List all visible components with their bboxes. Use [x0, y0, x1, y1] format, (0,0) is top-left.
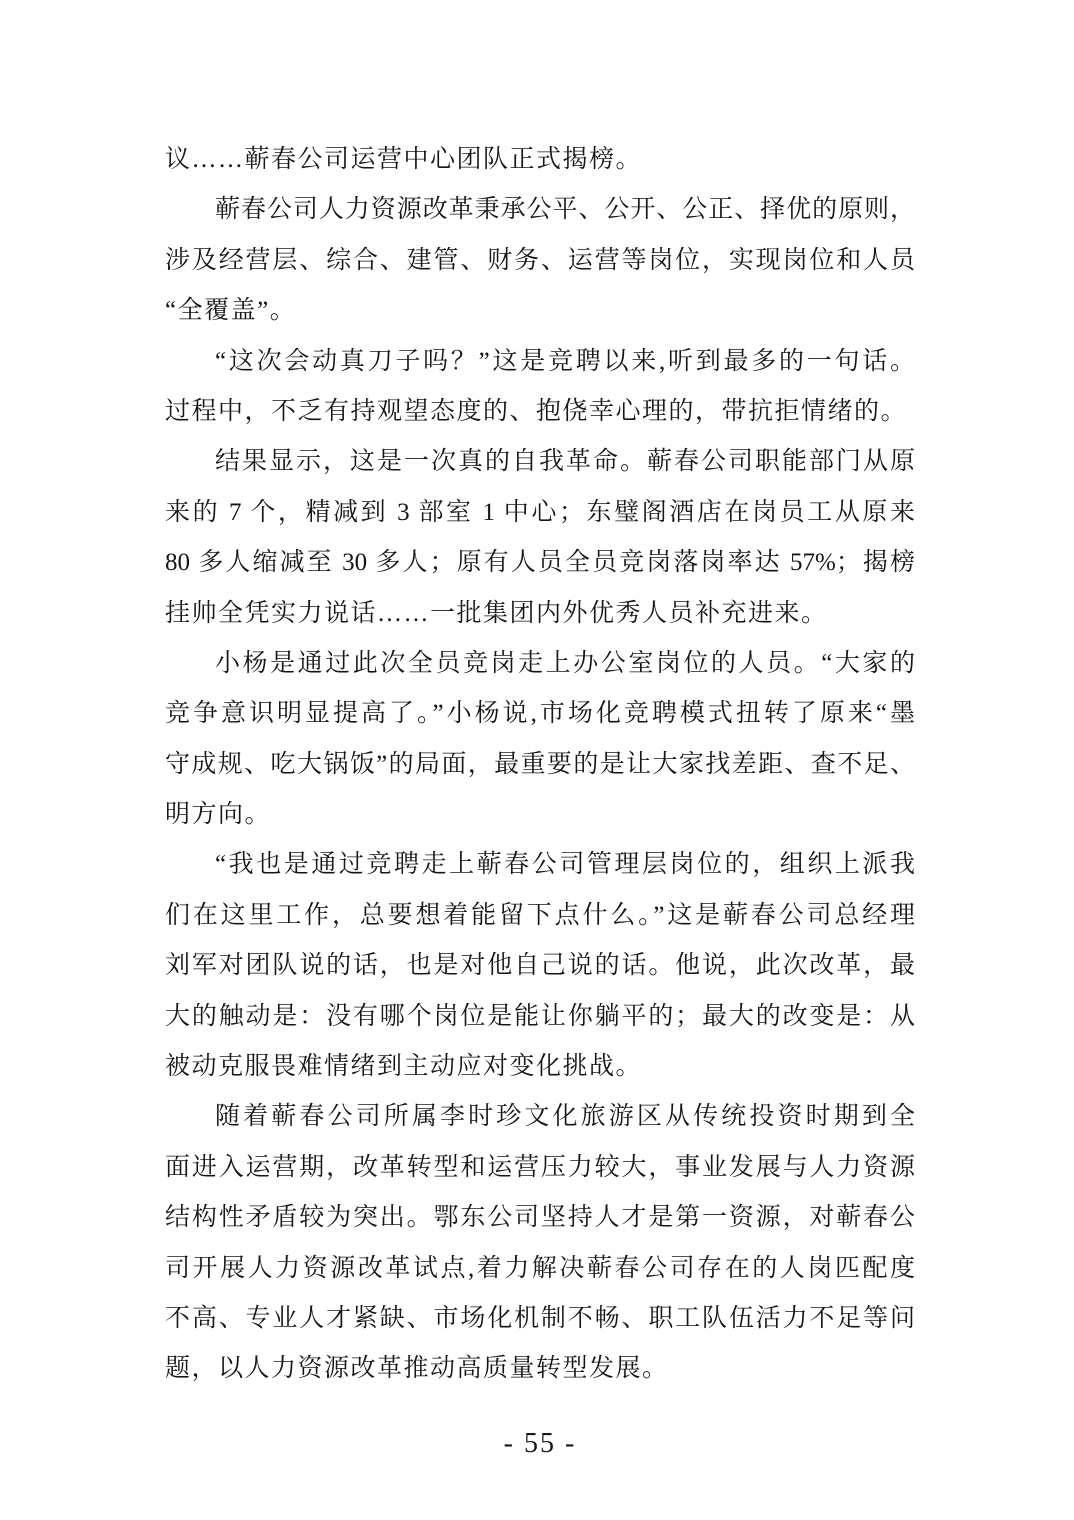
text-line: 守成规、吃大锅饭”的局面，最重要的是让大家找差距、查不足、	[165, 750, 915, 778]
text-line: 大的触动是：没有哪个岗位是能让你躺平的；最大的改变是：从	[165, 1002, 915, 1030]
document-body	[165, 135, 915, 1395]
text-line: 竞争意识明显提高了。”小杨说,市场化竞聘模式扭转了原来“墨	[165, 700, 915, 728]
text-line: 来的 7 个，精减到 3 部室 1 中心；东璧阁酒店在岗员工从原来	[165, 498, 915, 526]
text-line: 蕲春公司人力资源改革秉承公平、公开、公正、择优的原则，	[215, 196, 915, 224]
text-line: “全覆盖”。	[165, 297, 297, 325]
text-line: 结构性矛盾较为突出。鄂东公司坚持人才是第一资源，对蕲春公	[165, 1204, 915, 1232]
text-line: 涉及经营层、综合、建管、财务、运营等岗位，实现岗位和人员	[165, 246, 915, 274]
text-line: “这次会动真刀子吗？”这是竞聘以来,听到最多的一句话。	[215, 347, 915, 375]
page-footer	[165, 1428, 915, 1460]
text-line: “我也是通过竞聘走上蕲春公司管理层岗位的，组织上派我	[215, 851, 915, 879]
text-line: 小杨是通过此次全员竞岗走上办公室岗位的人员。“大家的	[215, 649, 915, 677]
text-line: 们在这里工作，总要想着能留下点什么。”这是蕲春公司总经理	[165, 901, 915, 929]
text-line: 不高、专业人才紧缺、市场化机制不畅、职工队伍活力不足等问	[165, 1304, 915, 1332]
text-line: 面进入运营期，改革转型和运营压力较大，事业发展与人力资源	[165, 1153, 915, 1181]
text-line: 题，以人力资源改革推动高质量转型发展。	[165, 1355, 669, 1383]
text-line: 刘军对团队说的话，也是对他自己说的话。他说，此次改革，最	[165, 952, 915, 980]
text-line: 司开展人力资源改革试点,着力解决蕲春公司存在的人岗匹配度	[165, 1254, 915, 1282]
text-line: 80 多人缩减至 30 多人；原有人员全员竞岗落岗率达 57%；揭榜	[165, 549, 915, 577]
text-line: 被动克服畏难情绪到主动应对变化挑战。	[165, 1053, 643, 1081]
page-number: - 55 -	[503, 1428, 577, 1459]
text-line: 随着蕲春公司所属李时珍文化旅游区从传统投资时期到全	[215, 1103, 915, 1131]
text-line: 明方向。	[165, 801, 272, 829]
text-line: 议……蕲春公司运营中心团队正式揭榜。	[165, 146, 643, 173]
text-line: 过程中，不乏有持观望态度的、抱侥幸心理的，带抗拒情绪的。	[165, 397, 908, 425]
text-line: 挂帅全凭实力说话……一批集团内外优秀人员补充进来。	[165, 599, 828, 627]
text-line: 结果显示，这是一次真的自我革命。蕲春公司职能部门从原	[215, 448, 915, 476]
